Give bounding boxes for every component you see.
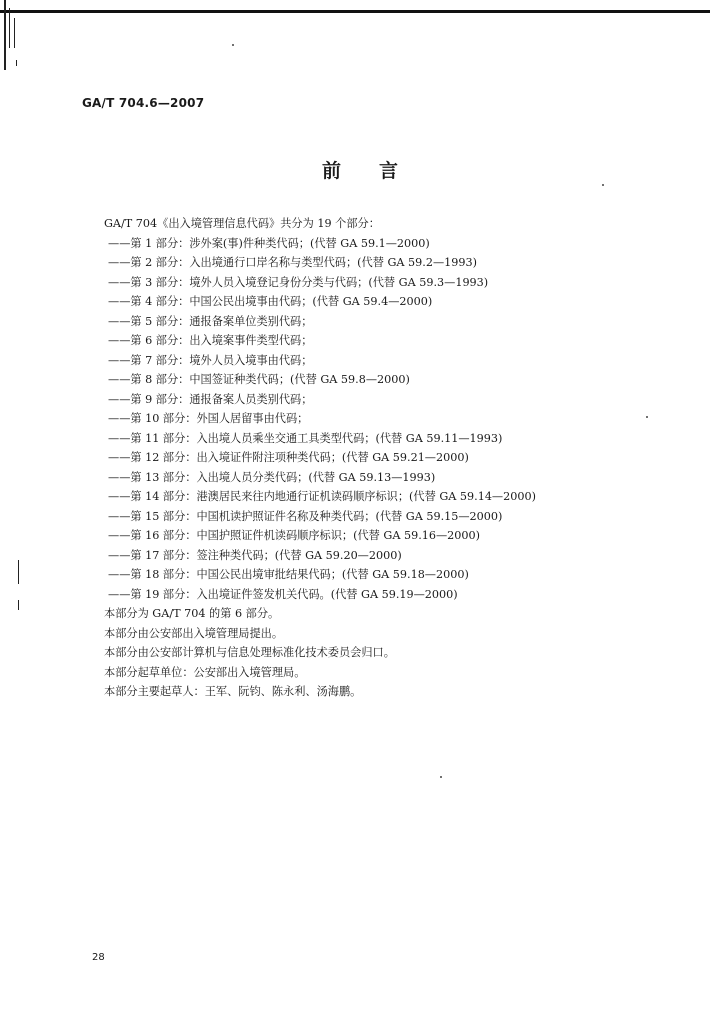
part-item: ——第 11 部分：入出境人员乘坐交通工具类型代码；(代替 GA 59.11—1993) <box>108 431 503 445</box>
closing-paragraph: 本部分由公安部计算机与信息处理标准化技术委员会归口。 <box>104 646 395 659</box>
part-item: ——第 17 部分：签注种类代码；(代替 GA 59.20—2000) <box>108 548 402 562</box>
closing-paragraph: 本部分主要起草人：王军、阮钧、陈永利、汤海鹏。 <box>104 685 362 698</box>
part-item: ——第 9 部分：通报备案人员类别代码； <box>108 392 313 406</box>
scan-speck <box>440 776 442 778</box>
document-code: GA/T 704.6—2007 <box>82 96 205 110</box>
scan-speck <box>646 416 648 418</box>
part-item: ——第 4 部分：中国公民出境事由代码；(代替 GA 59.4—2000) <box>108 295 433 308</box>
scan-speck <box>232 44 234 46</box>
page-number: 28 <box>92 952 105 963</box>
part-item: ——第 8 部分：中国签证种类代码；(代替 GA 59.8—2000) <box>108 373 410 386</box>
part-item: ——第 3 部分：境外人员入境登记身份分类与代码；(代替 GA 59.3—1993) <box>108 275 489 289</box>
intro-paragraph: GA/T 704《出入境管理信息代码》共分为 19 个部分： <box>104 217 380 230</box>
part-item: ——第 19 部分：入出境证件签发机关代码。(代替 GA 59.19—2000) <box>108 587 458 601</box>
part-item: ——第 5 部分：通报备案单位类别代码； <box>108 314 313 328</box>
part-item: ——第 7 部分：境外人员入境事由代码； <box>108 353 313 367</box>
part-item: ——第 18 部分：中国公民出境审批结果代码；(代替 GA 59.18—2000) <box>108 568 469 581</box>
part-item: ——第 10 部分：外国人居留事由代码； <box>108 412 309 425</box>
part-item: ——第 1 部分：涉外案(事)件种类代码；(代替 GA 59.1—2000) <box>108 236 430 250</box>
part-item: ——第 13 部分：入出境人员分类代码；(代替 GA 59.13—1993) <box>108 470 436 484</box>
part-item: ——第 12 部分：出入境证件附注项种类代码；(代替 GA 59.21—2000) <box>108 451 469 464</box>
closing-paragraph: 本部分为 GA/T 704 的第 6 部分。 <box>104 607 280 620</box>
scan-speck <box>602 184 604 186</box>
page-title: 前言 <box>322 160 437 182</box>
part-item: ——第 6 部分：出入境案事件类型代码； <box>108 334 313 347</box>
part-item: ——第 14 部分：港澳居民来往内地通行证机读码顺序标识；(代替 GA 59.14—2000) <box>108 490 536 503</box>
part-item: ——第 2 部分：入出境通行口岸名称与类型代码；(代替 GA 59.2—1993) <box>108 256 477 269</box>
scan-top-border <box>0 10 710 13</box>
closing-paragraph: 本部分由公安部出入境管理局提出。 <box>104 626 284 640</box>
part-item: ——第 16 部分：中国护照证件机读码顺序标识；(代替 GA 59.16—2000) <box>108 529 481 542</box>
part-item: ——第 15 部分：中国机读护照证件名称及种类代码；(代替 GA 59.15—2000) <box>108 509 503 523</box>
closing-paragraph: 本部分起草单位：公安部出入境管理局。 <box>104 665 306 679</box>
scan-edge-marks <box>2 0 20 1024</box>
document-body <box>104 214 594 702</box>
